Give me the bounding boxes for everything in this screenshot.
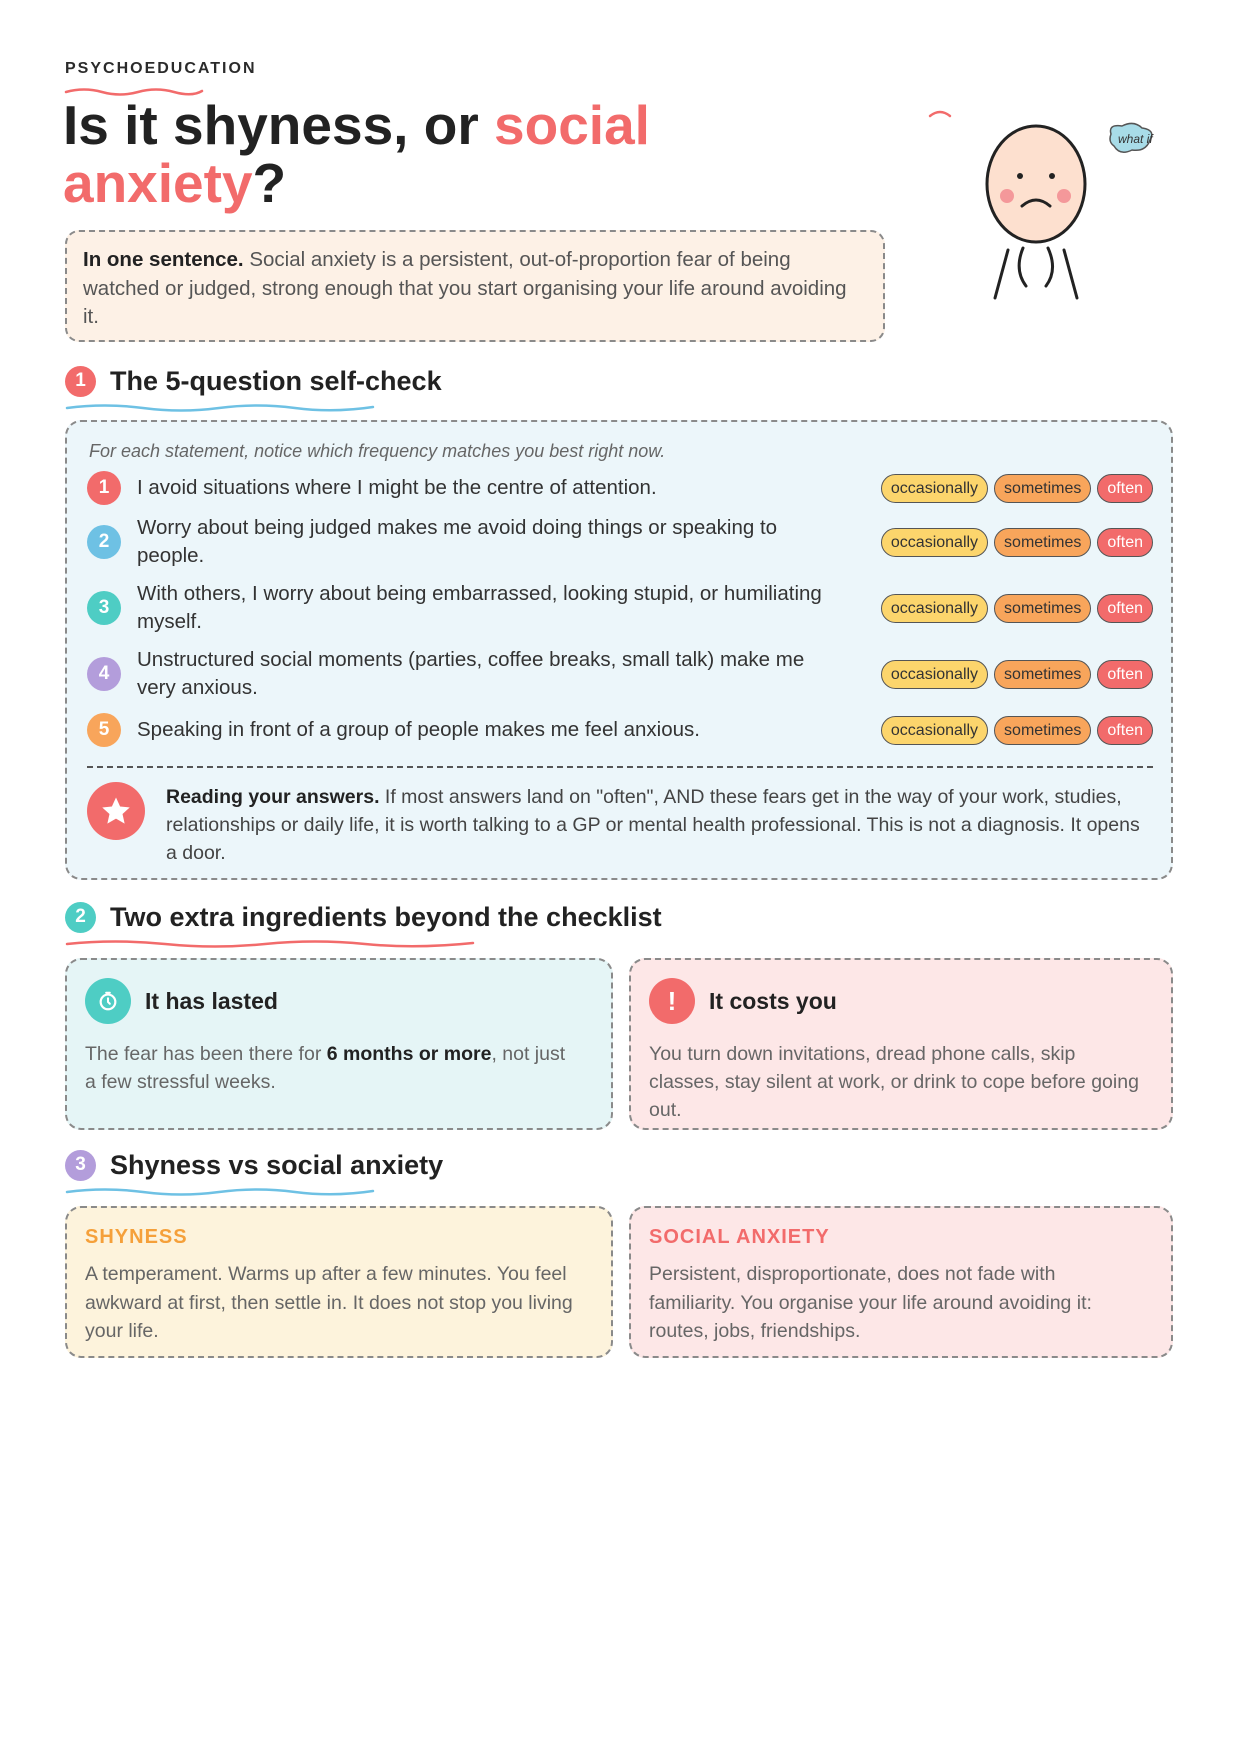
lasted-card — [65, 958, 613, 1130]
question-text: Unstructured social moments (parties, coffee breaks, small talk) make me very anxious. — [137, 648, 805, 699]
question-text: Speaking in front of a group of people makes me feel anxious. — [137, 718, 700, 741]
occasionally-option[interactable]: occasionally — [881, 528, 988, 557]
title-part: Is it shyness, or — [63, 94, 495, 156]
question-row — [87, 471, 1153, 505]
often-option[interactable]: often — [1097, 660, 1153, 689]
occasionally-option[interactable]: occasionally — [881, 660, 988, 689]
question-text: I avoid situations where I might be the centre of attention. — [137, 476, 657, 499]
occasionally-option[interactable]: occasionally — [881, 594, 988, 623]
often-option[interactable]: often — [1097, 474, 1153, 503]
worried-character-illustration — [920, 100, 1180, 320]
often-option[interactable]: often — [1097, 528, 1153, 557]
question-row — [87, 580, 1153, 636]
section-3-number: 3 — [65, 1150, 96, 1181]
section-2-title: Two extra ingredients beyond the checklist — [110, 901, 662, 932]
frequency-options — [881, 660, 1153, 689]
costs-card-title: It costs you — [709, 987, 837, 1014]
costs-card-text: You turn down invitations, dread phone calls, skip classes, stay silent at work, or drink to cope before going out. — [649, 1043, 1139, 1121]
reading-answers-note — [166, 783, 1146, 867]
section-2-heading — [65, 900, 662, 934]
divider — [87, 766, 1153, 768]
lasted-card-text — [85, 1040, 575, 1096]
occasionally-option[interactable]: occasionally — [881, 474, 988, 503]
frequency-options — [881, 594, 1153, 623]
page-title — [63, 96, 883, 212]
star-icon — [87, 782, 145, 840]
lasted-text-pre: The fear has been there for — [85, 1043, 327, 1065]
lasted-card-title: It has lasted — [145, 987, 278, 1014]
shyness-text: A temperament. Warms up after a few minutes. You feel awkward at first, then settle in. It does not stop you living your life. — [85, 1263, 573, 1342]
reading-lead: Reading your answers. — [166, 786, 380, 808]
title-end: ? — [252, 152, 287, 214]
section-1-heading — [65, 364, 442, 398]
section-3-title: Shyness vs social anxiety — [110, 1149, 444, 1180]
section-2-underline — [65, 938, 475, 948]
shyness-label: SHYNESS — [85, 1226, 188, 1248]
question-number: 1 — [87, 471, 121, 505]
frequency-options — [881, 474, 1153, 503]
self-check-box — [65, 420, 1173, 880]
social-anxiety-text: Persistent, disproportionate, does not fade with familiarity. You organise your life around avoiding it: routes, jobs, friendships. — [649, 1263, 1092, 1342]
summary-lead: In one sentence. — [83, 248, 244, 271]
self-check-intro: For each statement, notice which frequency matches you best right now. — [89, 441, 666, 461]
clock-icon — [85, 978, 131, 1024]
question-row — [87, 646, 1153, 702]
section-2-number: 2 — [65, 902, 96, 933]
frequency-options — [881, 716, 1153, 745]
shyness-card — [65, 1206, 613, 1358]
question-row — [87, 514, 1153, 570]
occasionally-option[interactable]: occasionally — [881, 716, 988, 745]
frequency-options — [881, 528, 1153, 557]
summary-text: Social anxiety is a persistent, out-of-proportion fear of being watched or judged, strong enough that you start organising your life around avoiding it. — [83, 248, 847, 328]
often-option[interactable]: often — [1097, 594, 1153, 623]
section-1-underline — [65, 402, 375, 412]
section-3-heading — [65, 1148, 443, 1182]
question-row — [87, 713, 1153, 747]
question-number: 4 — [87, 657, 121, 691]
lasted-text-post: , not just a few stressful weeks. — [85, 1043, 566, 1093]
lasted-card-header — [85, 978, 278, 1024]
question-text: Worry about being judged makes me avoid doing things or speaking to people. — [137, 516, 778, 567]
section-3-underline — [65, 1186, 375, 1196]
social-anxiety-label: SOCIAL ANXIETY — [649, 1226, 830, 1248]
often-option[interactable]: often — [1097, 716, 1153, 745]
exclamation-icon: ! — [649, 978, 695, 1024]
sometimes-option[interactable]: sometimes — [994, 660, 1091, 689]
sometimes-option[interactable]: sometimes — [994, 716, 1091, 745]
summary-box — [65, 230, 885, 342]
question-number: 5 — [87, 713, 121, 747]
lasted-text-bold: 6 months or more — [326, 1043, 492, 1065]
sometimes-option[interactable]: sometimes — [994, 474, 1091, 503]
section-1-title: The 5-question self-check — [110, 365, 442, 396]
question-text: With others, I worry about being embarrassed, looking stupid, or humiliating myself. — [137, 582, 822, 633]
eyebrow: PSYCHOEDUCATION — [65, 60, 257, 77]
reading-text: If most answers land on "often", AND these fears get in the way of your work, studies, relationships or daily life, it is worth talking to a GP or mental health professional. This is not a diagnosis. It opens a door. — [166, 786, 1140, 864]
costs-card-header — [649, 978, 837, 1024]
sometimes-option[interactable]: sometimes — [994, 528, 1091, 557]
question-number: 3 — [87, 591, 121, 625]
social-anxiety-card — [629, 1206, 1173, 1358]
sometimes-option[interactable]: sometimes — [994, 594, 1091, 623]
title-accent: social anxiety — [63, 94, 650, 214]
question-number: 2 — [87, 525, 121, 559]
section-1-number: 1 — [65, 366, 96, 397]
thought-bubble-text: what if — [1118, 132, 1153, 146]
costs-card — [629, 958, 1173, 1130]
